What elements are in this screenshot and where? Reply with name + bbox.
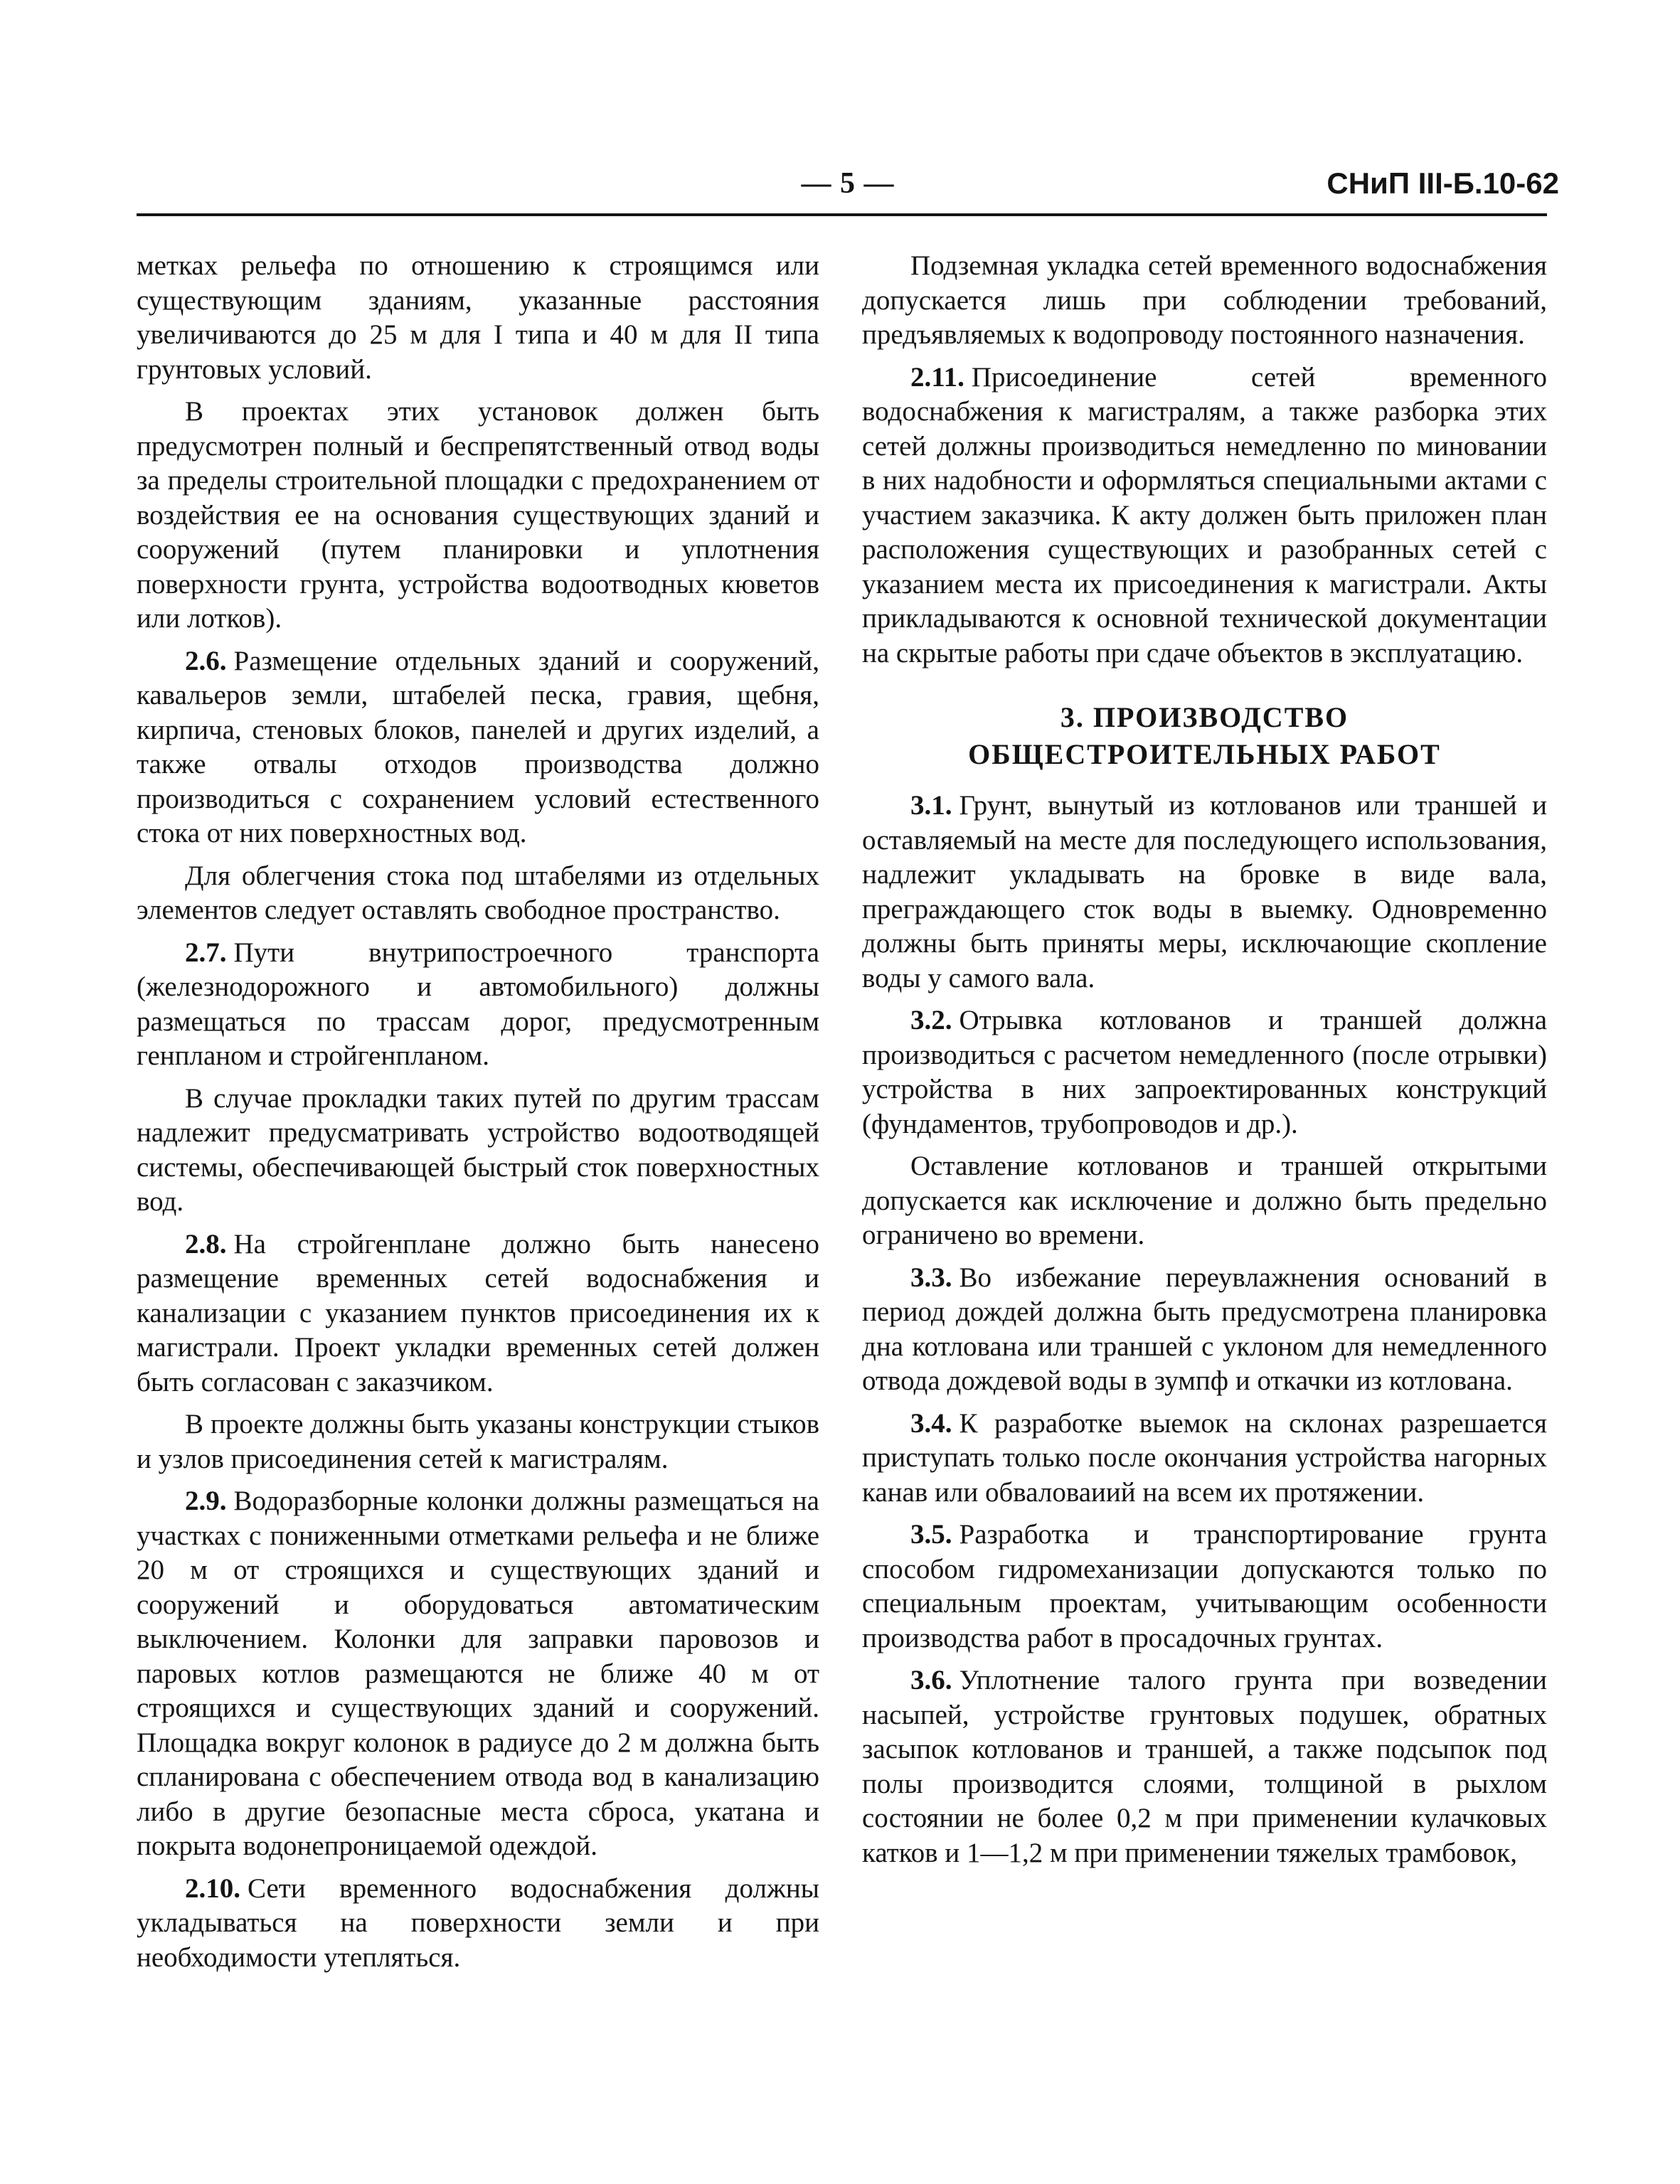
- left-column: [137, 249, 819, 1983]
- clause-number: 2.9.: [185, 1486, 227, 1516]
- page-header: [137, 164, 1559, 220]
- right-column: [862, 249, 1547, 1878]
- section-heading-line-1: 3. ПРОИЗВОДСТВО: [1060, 701, 1349, 733]
- paragraph-text: Водоразборные колонки должны размещаться на участках с пониженными отметками рельефа и не ближе 20 м от строящихся и существующих зданий и сооружений и оборудоваться автоматическим выключением. Колонки для заправки паровозов и паровых котлов размещаются не ближе 40 м от строящихся и существующих зданий и сооружений. Площадка вокруг колонок в радиусе до 2 м должна быть спланирована с обеспечением отвода вод в канализацию либо в другие безопасные места сброса, укатана и покрыта водонепроницаемой одеждой.: [137, 1486, 819, 1861]
- clause-number: 2.6.: [185, 645, 227, 676]
- paragraph-text: Размещение отдельных зданий и сооружений, кавальеров земли, штабелей песка, гравия, щебня, кирпича, стеновых блоков, панелей и других изделий, а также отвалы отходов производства должно производиться с сохранением условий естественного стока от них поверхностных вод.: [137, 645, 819, 848]
- paragraph: [137, 859, 819, 928]
- paragraph: [862, 1407, 1547, 1511]
- paragraph: [137, 936, 819, 1074]
- paragraph-text: В случае прокладки таких путей по другим трассам надлежит предусматривать устройство водоотводящей системы, обеспечивающей быстрый сток поверхностных вод.: [137, 1082, 819, 1217]
- paragraph: [137, 1407, 819, 1476]
- paragraph: [137, 395, 819, 636]
- clause-number: 3.5.: [910, 1519, 952, 1550]
- page-number: — 5 —: [801, 167, 895, 200]
- paragraph-text: Грунт, вынутый из котлованов или траншей и оставляемый на месте для последующего использования, надлежит укладывать на бровке в виде вала, преграждающего сток воды в выемку. Одновременно должны быть приняты меры, исключающие скопление воды у самого вала.: [862, 790, 1547, 994]
- paragraph-text: В проектах этих установок должен быть предусмотрен полный и беспрепятственный отвод воды за пределы строительной площадки с предохранением от воздействия ее на основания существующих зданий и сооружений (путем планировки и уплотнения поверхности грунта, устройства водоотводных кюветов или лотков).: [137, 396, 819, 634]
- paragraph: [862, 789, 1547, 996]
- paragraph: [137, 249, 819, 387]
- paragraph: [137, 1227, 819, 1400]
- paragraph-text: На стройгенплане должно быть нанесено размещение временных сетей водоснабжения и канализации с указанием пунктов присоединения их к магистрали. Проект укладки временных сетей должен быть согласован с заказчиком.: [137, 1228, 819, 1397]
- paragraph-text: Уплотнение талого грунта при возведении насыпей, устройстве грунтовых подушек, обратных засыпок котлованов и траншей, а также подсыпок под полы производится слоями, толщиной в рыхлом состоянии не более 0,2 м при применении кулачковых катков и 1—1,2 м при применении тяжелых трамбовок,: [862, 1665, 1547, 1868]
- document-code: СНиП III-Б.10-62: [1327, 166, 1559, 200]
- paragraph: [862, 361, 1547, 671]
- paragraph: [862, 1003, 1547, 1141]
- clause-number: 3.4.: [910, 1407, 952, 1439]
- clause-number: 2.10.: [185, 1873, 240, 1904]
- section-heading: [862, 699, 1547, 773]
- paragraph: [137, 1484, 819, 1864]
- paragraph: [862, 1149, 1547, 1253]
- paragraph-text: К разработке выемок на склонах разрешается приступать только после окончания устройства нагорных канав или обваловаиий на всем их протяжении.: [862, 1407, 1547, 1508]
- paragraph-text: Сети временного водоснабжения должны укладываться на поверхности земли и при необходимости утепляться.: [137, 1873, 819, 1973]
- clause-number: 2.8.: [185, 1228, 227, 1259]
- paragraph-text: Разработка и транспортирование грунта способом гидромеханизации допускаются только по специальным проектам, учитывающим особенности производства работ в просадочных грунтах.: [862, 1519, 1547, 1653]
- paragraph: [862, 1518, 1547, 1656]
- clause-number: 3.2.: [910, 1005, 952, 1035]
- header-rule: [137, 213, 1547, 216]
- paragraph-text: Присоединение сетей временного водоснабжения к магистралям, а также разборка этих сетей должны производиться немедленно по миновании в них надобности и оформляться специальными актами с участием заказчика. К акту должен быть приложен план расположения существующих и разобранных сетей с указанием места их присоединения к магистрали. Акты прикладываются к основной технической документации на скрытые работы при сдаче объектов в эксплуатацию.: [862, 361, 1547, 668]
- section-heading-line-2: ОБЩЕСТРОИТЕЛЬНЫХ РАБОТ: [968, 738, 1441, 770]
- paragraph-text: В проекте должны быть указаны конструкции стыков и узлов присоединения сетей к магистралям.: [137, 1409, 819, 1474]
- paragraph: [137, 644, 819, 851]
- paragraph: [862, 1261, 1547, 1399]
- clause-number: 2.7.: [185, 937, 227, 968]
- paragraph-text: Отрывка котлованов и траншей должна производиться с расчетом немедленного (после отрывки) устройства в них запроектированных конструкций (фундаментов, трубопроводов и др.).: [862, 1005, 1547, 1139]
- paragraph: [862, 1663, 1547, 1870]
- paragraph-text: Подземная укладка сетей временного водоснабжения допускается лишь при соблюдении требований, предъявляемых к водопроводу постоянного назначения.: [862, 250, 1547, 350]
- paragraph-text: Оставление котлованов и траншей открытыми допускается как исключение и должно быть предельно ограничено во времени.: [862, 1151, 1547, 1250]
- paragraph-text: метках рельефа по отношению к строящимся или существующим зданиям, указанные расстояния увеличиваются до 25 м для I типа и 40 м для II типа грунтовых условий.: [137, 250, 819, 385]
- paragraph: [137, 1872, 819, 1976]
- paragraph-text: Для облегчения стока под штабелями из отдельных элементов следует оставлять свободное пространство.: [137, 860, 819, 925]
- paragraph: [862, 249, 1547, 353]
- clause-number: 3.3.: [910, 1262, 952, 1293]
- clause-number: 2.11.: [910, 361, 964, 393]
- clause-number: 3.6.: [910, 1665, 952, 1695]
- clause-number: 3.1.: [910, 790, 952, 821]
- paragraph: [137, 1082, 819, 1220]
- paragraph-text: Пути внутрипостроечного транспорта (железнодорожного и автомобильного) должны размещаться по трассам дорог, предусмотренным генпланом и стройгенпланом.: [137, 937, 819, 1071]
- paragraph-text: Во избежание переувлажнения оснований в период дождей должна быть предусмотрена планировка дна котлована или траншей с уклоном для немедленного отвода дождевой воды в зумпф и откачки из котлована.: [862, 1262, 1547, 1396]
